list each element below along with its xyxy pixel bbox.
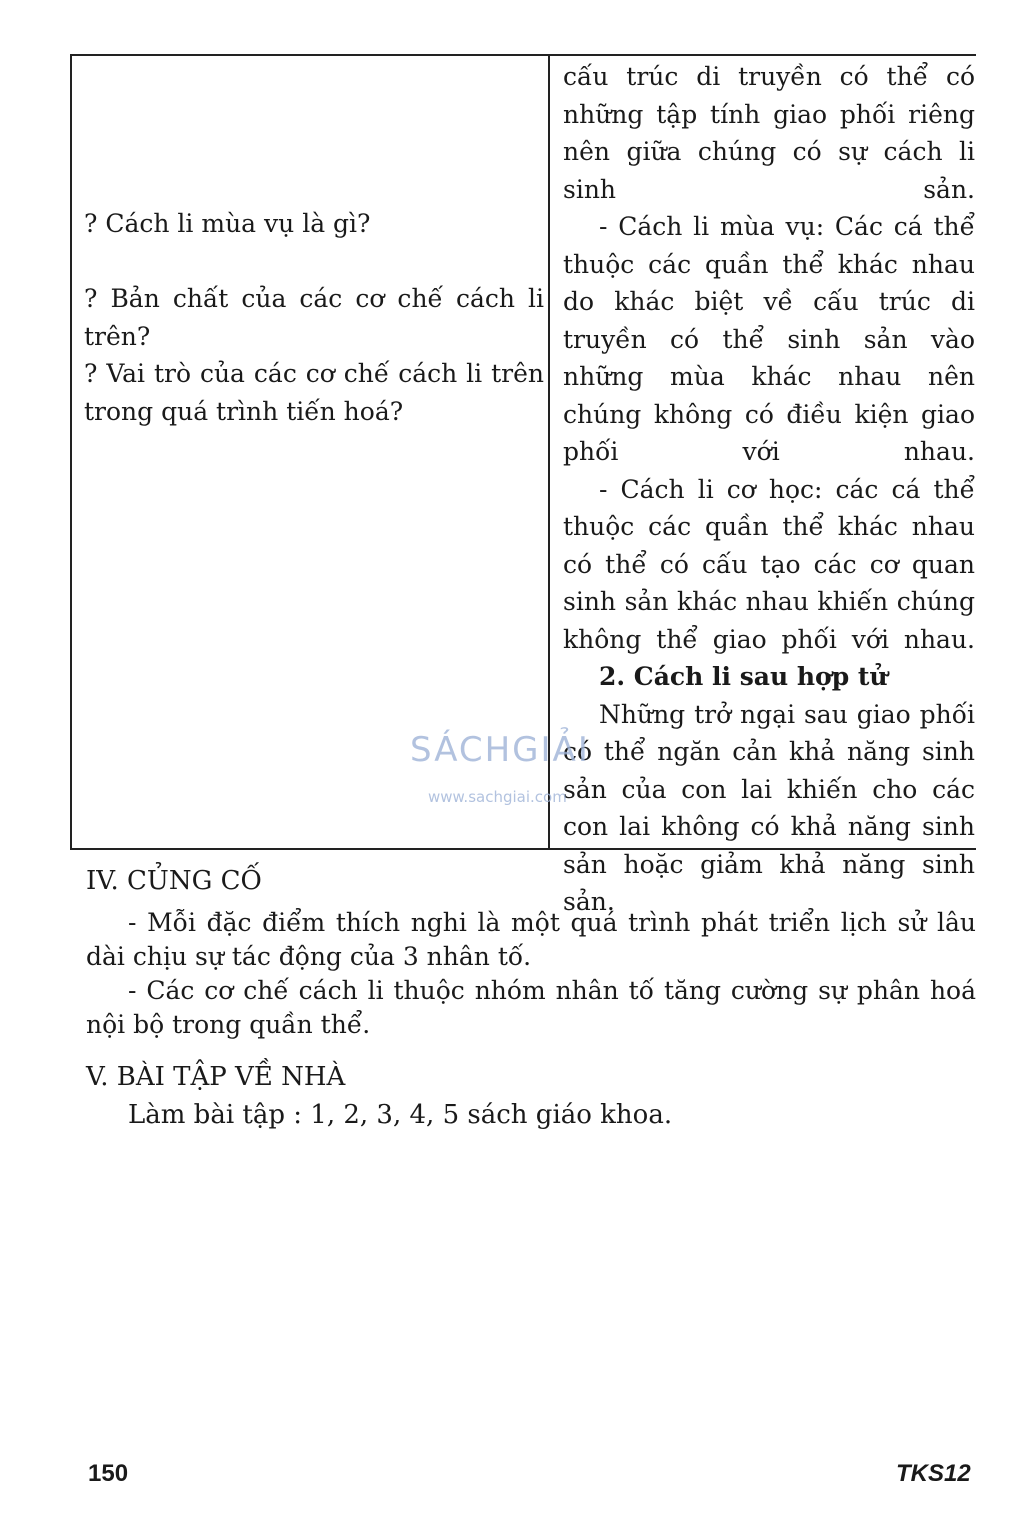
question-seasonal-isolation: ? Cách li mùa vụ là gì?: [84, 209, 371, 238]
question-role-in-evolution: ? Vai trò của các cơ chế cách li trên trong quá trình tiến hoá?: [84, 359, 544, 426]
content-paragraph-continued: cấu trúc di truyền có thể có những tập tính giao phối riêng nên giữa chúng có sự cách li sinh sản.: [563, 62, 975, 204]
section-iv-body: [86, 906, 976, 1042]
section-iv-title: IV. CỦNG CỐ: [86, 866, 262, 896]
content-paragraph-seasonal: - Cách li mùa vụ: Các cá thể thuộc các quần thể khác nhau do khác biệt về cấu trúc di truyền có thể sinh sản vào những mùa khác nhau nên chúng không có điều kiện giao phối với nhau.: [563, 212, 975, 466]
section-v-title: V. BÀI TẬP VỀ NHÀ: [86, 1062, 346, 1092]
content-paragraph-mechanical: - Cách li cơ học: các cá thể thuộc các quần thể khác nhau có thể có cấu tạo các cơ quan sinh sản khác nhau khiến chúng không thể giao phối với nhau.: [563, 474, 975, 654]
content-heading-postzygotic: 2. Cách li sau hợp tử: [599, 662, 888, 691]
homework-text: Làm bài tập : 1, 2, 3, 4, 5 sách giáo khoa.: [128, 1100, 673, 1130]
section-iv-item-1: - Mỗi đặc điểm thích nghi là một quá trình phát triển lịch sử lâu dài chịu sự tác động của 3 nhân tố.: [86, 908, 976, 971]
question-nature-of-mechanisms: ? Bản chất của các cơ chế cách li trên?: [84, 284, 544, 351]
teacher-questions-column: [70, 56, 550, 848]
book-code: TKS12: [896, 1460, 971, 1487]
watermark-logo: SÁCHGIẢI: [410, 730, 590, 770]
page-number: 150: [88, 1460, 129, 1487]
content-paragraph-postzygotic: Những trở ngại sau giao phối có thể ngăn cản khả năng sinh sản của con lai khiến cho các con lai không có khả năng sinh sản hoặc giảm khả năng sinh sản.: [563, 699, 975, 916]
content-column: [552, 56, 976, 916]
section-iv-item-2: - Các cơ chế cách li thuộc nhóm nhân tố tăng cường sự phân hoá nội bộ trong quần thể.: [86, 976, 976, 1039]
watermark-url: www.sachgiai.com: [428, 788, 567, 806]
